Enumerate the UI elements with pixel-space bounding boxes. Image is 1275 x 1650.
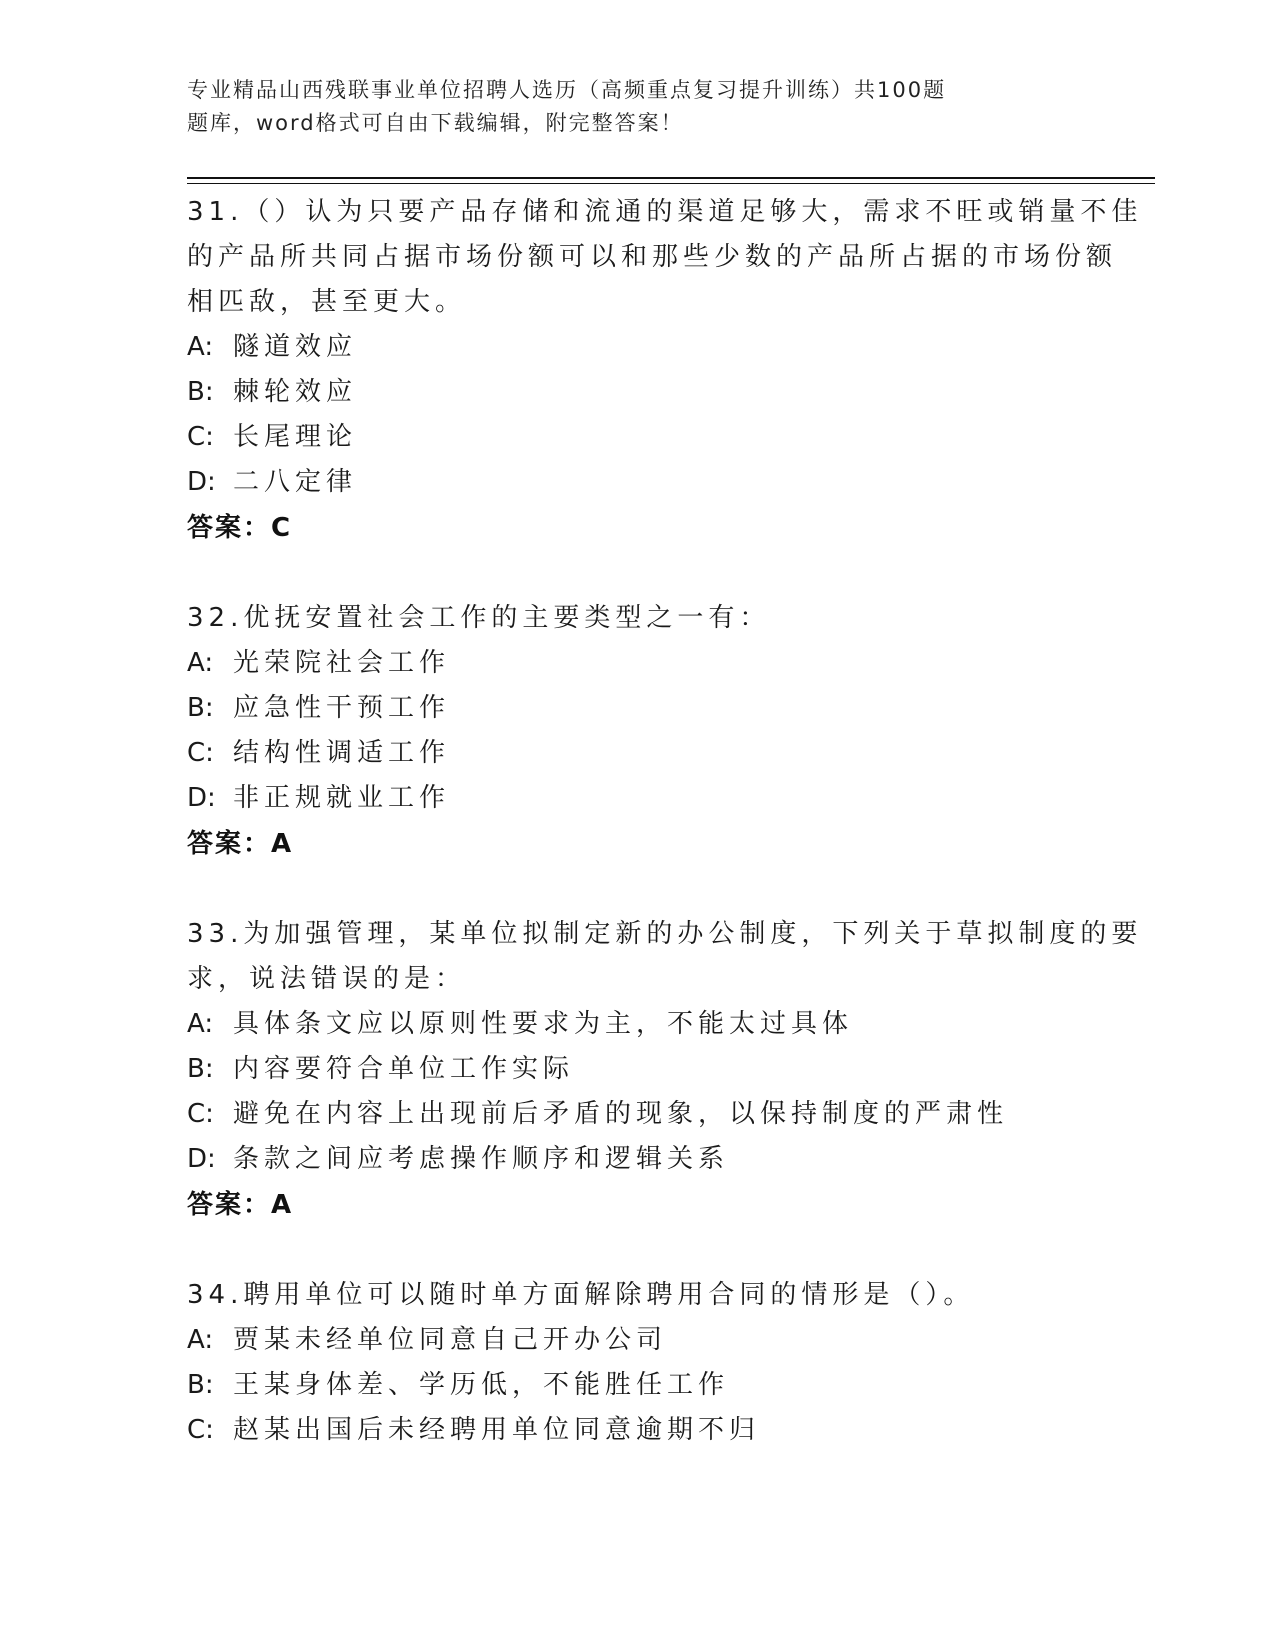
question-33: [187, 912, 1143, 1229]
header-divider-thin: [187, 183, 1155, 184]
option-d: [187, 1137, 1087, 1182]
option-a: [187, 325, 1087, 370]
option-letter: D:: [187, 1144, 216, 1174]
option-letter: B:: [187, 1054, 214, 1084]
question-31: [187, 190, 1143, 552]
option-text: 结构性调适工作: [233, 738, 451, 768]
header-divider-thick: [187, 177, 1155, 179]
option-text: 赵某出国后未经聘用单位同意逾期不归: [233, 1415, 761, 1445]
option-b: [187, 686, 1087, 731]
header-line-2: 题库，word格式可自由下载编辑，附完整答案！: [187, 111, 684, 135]
option-c: [187, 415, 1087, 460]
option-letter: B:: [187, 1370, 214, 1400]
question-34: [187, 1273, 1087, 1453]
option-text: 二八定律: [233, 467, 358, 497]
stem-line: 32.优抚安置社会工作的主要类型之一有：: [187, 603, 771, 633]
option-letter: A:: [187, 1009, 214, 1039]
option-a: [187, 641, 1087, 686]
option-c: [187, 731, 1087, 776]
option-b: [187, 370, 1087, 415]
answer: 答案：C: [187, 513, 293, 543]
option-b: [187, 1363, 1087, 1408]
question-stem: [187, 596, 1087, 641]
option-text: 具体条文应以原则性要求为主，不能太过具体: [233, 1009, 854, 1039]
option-letter: C:: [187, 422, 214, 452]
option-letter: D:: [187, 783, 216, 813]
question-32: [187, 596, 1087, 868]
option-text: 棘轮效应: [233, 377, 358, 407]
header-line-1: 专业精品山西残联事业单位招聘人选历（高频重点复习提升训练）共100题: [187, 78, 947, 102]
option-d: [187, 460, 1087, 505]
option-a: [187, 1002, 1087, 1047]
question-stem: [187, 190, 1143, 325]
option-text: 长尾理论: [233, 422, 358, 452]
option-c: [187, 1408, 1087, 1453]
option-text: 非正规就业工作: [233, 783, 451, 813]
option-letter: B:: [187, 377, 214, 407]
question-list: [187, 190, 1143, 1497]
option-text: 条款之间应考虑操作顺序和逻辑关系: [233, 1144, 730, 1174]
stem-line: 相匹敌，甚至更大。: [187, 287, 467, 317]
option-d: [187, 776, 1087, 821]
option-letter: D:: [187, 467, 216, 497]
option-text: 应急性干预工作: [233, 693, 451, 723]
option-text: 隧道效应: [233, 332, 358, 362]
stem-line: 求，说法错误的是：: [187, 964, 467, 994]
stem-line: 33.为加强管理，某单位拟制定新的办公制度，下列关于草拟制度的要: [187, 919, 1143, 949]
document-header: [187, 74, 1067, 140]
option-letter: C:: [187, 738, 214, 768]
option-text: 王某身体差、学历低，不能胜任工作: [233, 1370, 730, 1400]
option-text: 贾某未经单位同意自己开办公司: [233, 1325, 668, 1355]
option-letter: C:: [187, 1099, 214, 1129]
option-text: 避免在内容上出现前后矛盾的现象，以保持制度的严肃性: [233, 1099, 1009, 1129]
answer: 答案：A: [187, 1190, 294, 1220]
option-text: 光荣院社会工作: [233, 648, 451, 678]
option-letter: A:: [187, 648, 214, 678]
stem-line: 34.聘用单位可以随时单方面解除聘用合同的情形是（）。: [187, 1280, 975, 1310]
option-b: [187, 1047, 1087, 1092]
answer: 答案：A: [187, 829, 294, 859]
option-c: [187, 1092, 1087, 1137]
option-letter: B:: [187, 693, 214, 723]
question-stem: [187, 912, 1143, 1002]
option-letter: A:: [187, 332, 214, 362]
question-stem: [187, 1273, 1087, 1318]
stem-line: 31.（）认为只要产品存储和流通的渠道足够大，需求不旺或销量不佳: [187, 197, 1143, 227]
option-letter: C:: [187, 1415, 214, 1445]
option-text: 内容要符合单位工作实际: [233, 1054, 575, 1084]
option-a: [187, 1318, 1087, 1363]
stem-line: 的产品所共同占据市场份额可以和那些少数的产品所占据的市场份额: [187, 242, 1118, 272]
option-letter: A:: [187, 1325, 214, 1355]
